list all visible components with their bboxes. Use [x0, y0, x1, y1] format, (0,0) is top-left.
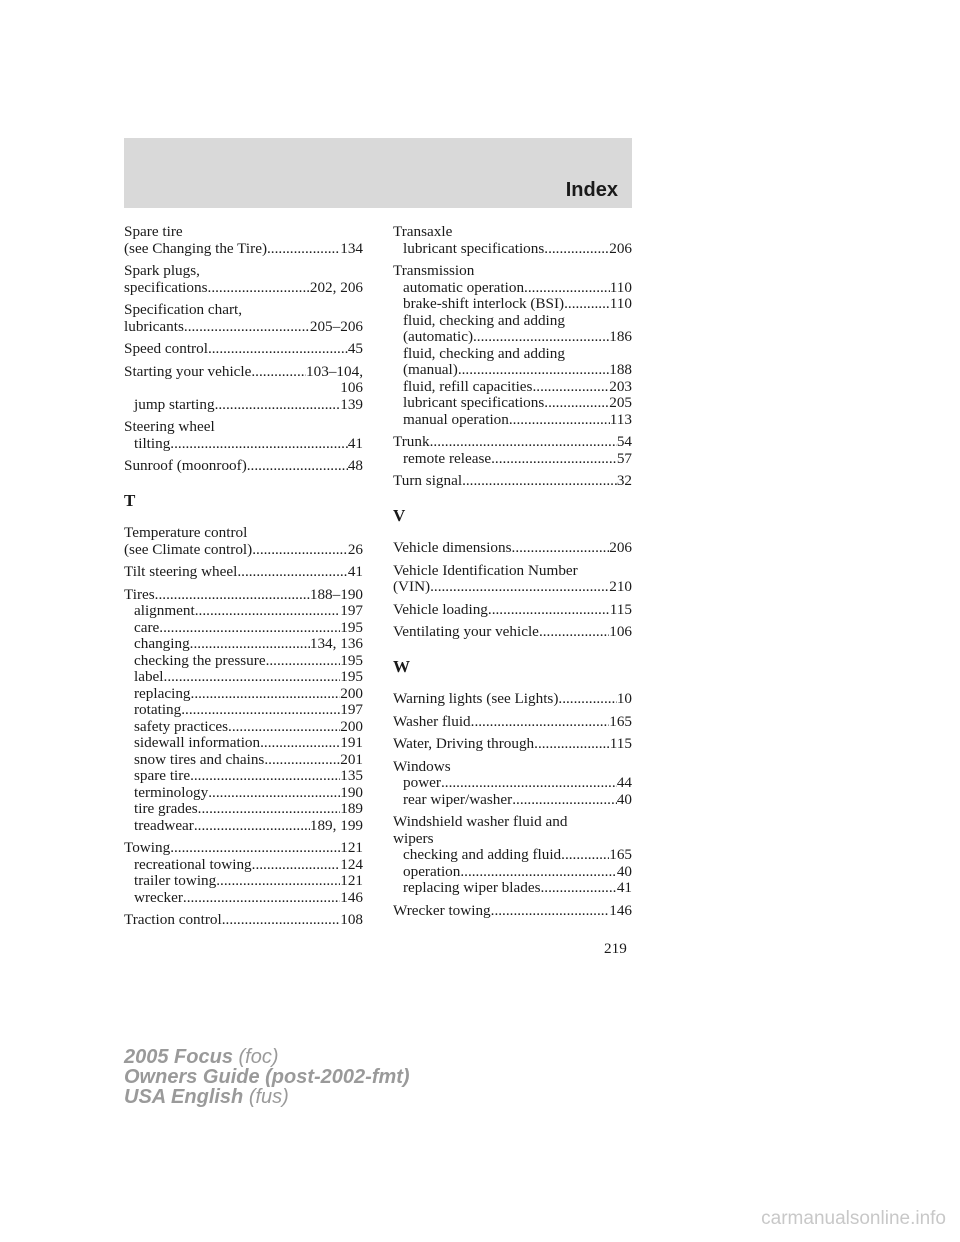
- index-term: wrecker: [134, 888, 183, 906]
- index-term: fluid, checking and adding: [403, 344, 565, 362]
- index-entry: [124, 263, 363, 296]
- index-term: checking and adding fluid: [403, 846, 562, 863]
- index-entry-line: [393, 814, 632, 831]
- index-term: Turn signal: [393, 472, 463, 489]
- page-reference: 189: [340, 800, 363, 817]
- dot-leader: [512, 792, 617, 809]
- index-term: Tilt steering wheel: [124, 563, 238, 580]
- dot-leader: [491, 451, 617, 468]
- index-term: Windshield washer fluid and: [393, 813, 568, 830]
- index-column-left: [124, 224, 363, 935]
- index-term: (automatic): [403, 328, 473, 345]
- page-reference: 110: [609, 295, 632, 312]
- index-entry: [124, 458, 363, 475]
- footer-model-code: (foc): [238, 1046, 279, 1068]
- index-term: terminology: [134, 783, 209, 801]
- page-reference: 124: [340, 855, 363, 873]
- index-entry-line: [124, 380, 363, 397]
- index-entry-line: [393, 473, 632, 490]
- index-term: fluid, refill capacities: [403, 377, 533, 395]
- page-reference: 206: [609, 239, 632, 257]
- index-subentry-line: [124, 768, 363, 785]
- index-entry-line: [124, 564, 363, 581]
- dot-leader: [509, 412, 610, 429]
- page-reference: 54: [616, 433, 632, 450]
- footer-guide: Owners Guide (post-2002-fmt): [124, 1066, 410, 1088]
- page-reference: 113: [609, 410, 632, 428]
- index-entry: [393, 903, 632, 920]
- page-reference: 41: [347, 434, 363, 452]
- index-subentry-line: [393, 451, 632, 468]
- page-reference: 195: [340, 651, 363, 669]
- dot-leader: [191, 686, 341, 703]
- index-term: Vehicle dimensions: [393, 539, 512, 556]
- page-reference: 188–190: [309, 585, 363, 603]
- index-term: Ventilating your vehicle: [393, 623, 539, 640]
- index-entry: [393, 691, 632, 708]
- index-term: jump starting: [134, 395, 215, 413]
- footer-model: 2005 Focus: [124, 1046, 233, 1068]
- index-term: Warning lights (see Lights): [393, 690, 559, 707]
- dot-leader: [260, 735, 340, 752]
- dot-leader: [222, 912, 340, 929]
- dot-leader: [488, 602, 610, 619]
- dot-leader: [208, 280, 310, 297]
- dot-leader: [558, 691, 616, 708]
- dot-leader: [194, 818, 310, 835]
- index-term: spare tire: [134, 767, 191, 784]
- page-reference: 45: [347, 340, 363, 357]
- index-term: snow tires and chains: [134, 750, 265, 768]
- page-reference: 201: [340, 750, 363, 768]
- index-term: power: [403, 774, 441, 791]
- dot-leader: [170, 436, 348, 453]
- index-term: tilting: [134, 434, 171, 452]
- page-reference: 106: [340, 379, 363, 396]
- index-letter-heading: T: [124, 490, 136, 510]
- index-term: Wrecker towing: [393, 901, 491, 919]
- dot-leader: [183, 890, 340, 907]
- dot-leader: [190, 636, 310, 653]
- index-term: rotating: [134, 701, 182, 718]
- index-term: label: [134, 668, 164, 685]
- page-reference: 186: [609, 328, 632, 345]
- page-reference: 195: [340, 618, 363, 636]
- dot-leader: [441, 775, 617, 792]
- watermark: carmanualsonline.info: [761, 1208, 946, 1229]
- dot-leader: [264, 752, 340, 769]
- index-term: replacing wiper blades: [403, 879, 541, 896]
- dot-leader: [164, 669, 341, 686]
- index-entry: [124, 587, 363, 835]
- index-term: trailer towing: [134, 872, 217, 889]
- index-entry: [124, 840, 363, 906]
- page-reference: 10: [616, 690, 632, 707]
- index-term: safety practices: [134, 717, 229, 735]
- dot-leader: [208, 785, 340, 802]
- index-subentry-line: [124, 719, 363, 736]
- page-reference: 40: [616, 862, 632, 880]
- index-subentry-line: [124, 890, 363, 907]
- index-term: Tires: [124, 585, 155, 603]
- index-term: manual operation: [403, 410, 509, 428]
- index-entry: [393, 540, 632, 557]
- page-reference: 32: [616, 472, 632, 489]
- dot-leader: [532, 379, 609, 396]
- index-subentry-line: [393, 864, 632, 881]
- page-number: 219: [604, 940, 627, 957]
- page-reference: 188: [609, 361, 632, 378]
- dot-leader: [458, 362, 609, 379]
- index-entry: [393, 602, 632, 619]
- index-entry-line: [124, 341, 363, 358]
- index-entry-line: [393, 540, 632, 557]
- index-term: Specification chart,: [124, 301, 243, 318]
- index-entry-line: [393, 434, 632, 451]
- dot-leader: [540, 880, 616, 897]
- page-reference: 200: [340, 684, 363, 702]
- index-term: Vehicle loading: [393, 600, 488, 618]
- index-term: Transmission: [393, 262, 475, 279]
- page-reference: 197: [340, 701, 363, 718]
- index-subentry-line: [124, 702, 363, 719]
- dot-leader: [159, 620, 340, 637]
- dot-leader: [267, 241, 340, 258]
- index-term: Temperature control: [124, 524, 248, 541]
- index-entry: [393, 263, 632, 428]
- index-entry-line: [124, 542, 363, 559]
- index-entry: [393, 473, 632, 490]
- index-term: replacing: [134, 684, 191, 702]
- index-term: specifications: [124, 278, 208, 296]
- index-subentry-line: [124, 603, 363, 620]
- index-subentry-line: [393, 329, 632, 346]
- page-reference: 210: [609, 578, 632, 595]
- page-title: Index: [565, 179, 618, 201]
- index-term: care: [134, 618, 160, 636]
- page-reference: 165: [609, 712, 632, 730]
- page-reference: 115: [609, 600, 632, 618]
- index-term: automatic operation: [403, 278, 525, 296]
- index-term: operation: [403, 862, 461, 880]
- document-footer: [124, 1047, 410, 1107]
- index-subentry-line: [124, 397, 363, 414]
- index-subentry-line: [124, 669, 363, 686]
- index-subentry-line: [124, 818, 363, 835]
- page-reference: 202, 206: [309, 278, 363, 296]
- index-entry-line: [124, 525, 363, 542]
- index-entry: [124, 302, 363, 335]
- page-reference: 191: [340, 734, 363, 751]
- index-entry-line: [393, 624, 632, 641]
- page-reference: 108: [340, 911, 363, 928]
- index-subentry-line: [124, 620, 363, 637]
- page-reference: 103–104,: [306, 362, 363, 380]
- index-entry-line: [393, 691, 632, 708]
- index-subentry-line: [124, 801, 363, 818]
- index-term: alignment: [134, 602, 195, 619]
- index-entry: [393, 434, 632, 467]
- index-entry-line: [124, 458, 363, 475]
- index-entry-line: [124, 319, 363, 336]
- index-entry: [393, 624, 632, 641]
- index-term: fluid, checking and adding: [403, 311, 565, 329]
- dot-leader: [247, 458, 348, 475]
- page-reference: 197: [340, 602, 363, 619]
- index-entry-line: [124, 302, 363, 319]
- dot-leader: [181, 702, 340, 719]
- index-subentry-line: [393, 792, 632, 809]
- index-entry-line: [124, 419, 363, 436]
- index-entry-line: [393, 714, 632, 731]
- index-subentry-line: [124, 653, 363, 670]
- page-reference: 106: [609, 623, 632, 640]
- index-letter-heading: W: [393, 656, 410, 676]
- dot-leader: [430, 434, 617, 451]
- page-reference: 121: [340, 839, 363, 856]
- index-entry-line: [393, 602, 632, 619]
- dot-leader: [473, 329, 609, 346]
- dot-leader: [155, 587, 310, 604]
- index-subentry-line: [124, 636, 363, 653]
- index-term: Spark plugs,: [124, 262, 200, 279]
- index-term: lubricant specifications: [403, 239, 545, 257]
- index-column-right: [393, 224, 632, 925]
- index-term: Transaxle: [393, 223, 453, 240]
- index-entry-line: [393, 263, 632, 280]
- dot-leader: [215, 397, 341, 414]
- page-reference: 165: [609, 846, 632, 863]
- index-term: Sunroof (moonroof): [124, 457, 247, 474]
- index-subentry-line: [393, 313, 632, 330]
- page-reference: 121: [340, 872, 363, 889]
- dot-leader: [252, 542, 348, 559]
- index-subentry-line: [124, 785, 363, 802]
- index-entry: [124, 564, 363, 581]
- index-entry: [124, 224, 363, 257]
- index-subentry-line: [124, 686, 363, 703]
- dot-leader: [170, 840, 340, 857]
- index-subentry-line: [393, 880, 632, 897]
- index-subentry-line: [393, 296, 632, 313]
- page-reference: 190: [340, 783, 363, 801]
- dot-leader: [237, 564, 347, 581]
- index-term: (see Changing the Tire): [124, 239, 267, 257]
- page-reference: 41: [616, 879, 632, 896]
- page-reference: 146: [609, 901, 632, 919]
- dot-leader: [460, 864, 616, 881]
- index-term: Vehicle Identification Number: [393, 561, 578, 579]
- index-subentry-line: [393, 241, 632, 258]
- index-subentry-line: [124, 436, 363, 453]
- dot-leader: [195, 603, 340, 620]
- index-term: (manual): [403, 361, 458, 378]
- page-reference: 41: [347, 563, 363, 580]
- index-entry: [124, 525, 363, 558]
- dot-leader: [544, 395, 609, 412]
- index-entry: [124, 341, 363, 358]
- index-term: (VIN): [393, 578, 431, 595]
- index-entry-line: [124, 280, 363, 297]
- index-entry-line: [124, 912, 363, 929]
- index-entry-line: [124, 364, 363, 381]
- index-entry: [393, 759, 632, 809]
- index-term: Traction control: [124, 911, 222, 928]
- index-entry: [393, 563, 632, 596]
- index-term: Steering wheel: [124, 418, 215, 435]
- index-subentry-line: [393, 775, 632, 792]
- index-term: (see Climate control): [124, 540, 253, 558]
- index-term: tire grades: [134, 800, 198, 817]
- page-reference: 195: [340, 668, 363, 685]
- index-term: Speed control: [124, 340, 208, 357]
- dot-leader: [512, 540, 610, 557]
- index-subentry-line: [124, 752, 363, 769]
- index-entry: [393, 736, 632, 753]
- index-entry-line: [124, 263, 363, 280]
- page-reference: 205: [609, 394, 632, 411]
- footer-language: USA English: [124, 1086, 244, 1108]
- index-subentry-line: [124, 873, 363, 890]
- index-term: lubricants: [124, 317, 184, 335]
- index-term: checking the pressure: [134, 651, 266, 669]
- index-term: Towing: [124, 839, 171, 856]
- dot-leader: [198, 801, 341, 818]
- index-term: Spare tire: [124, 223, 183, 240]
- index-entry-line: [393, 224, 632, 241]
- index-entry-line: [124, 840, 363, 857]
- dot-leader: [266, 653, 341, 670]
- dot-leader: [251, 364, 306, 381]
- index-letter-heading: V: [393, 505, 406, 525]
- index-entry-line: [124, 224, 363, 241]
- page-reference: 205–206: [309, 317, 363, 335]
- index-entry: [393, 814, 632, 897]
- page-reference: 48: [347, 457, 363, 474]
- index-term: Trunk: [393, 433, 430, 450]
- index-term: sidewall information: [134, 734, 261, 751]
- page-reference: 57: [616, 449, 632, 467]
- dot-leader: [252, 857, 341, 874]
- page-reference: 134: [340, 239, 363, 257]
- dot-leader: [564, 296, 610, 313]
- page-reference: 26: [347, 540, 363, 558]
- dot-leader: [539, 624, 609, 641]
- index-subentry-line: [393, 379, 632, 396]
- index-entry-line: [393, 903, 632, 920]
- index-entry-line: [124, 241, 363, 258]
- index-subentry-line: [393, 395, 632, 412]
- index-entry-line: [393, 831, 632, 848]
- index-entry: [124, 912, 363, 929]
- index-term: Starting your vehicle: [124, 362, 252, 380]
- dot-leader: [430, 579, 609, 596]
- page-reference: 146: [340, 888, 363, 906]
- index-entry-line: [393, 736, 632, 753]
- dot-leader: [216, 873, 340, 890]
- index-term: brake-shift interlock (BSI): [403, 295, 565, 312]
- page-reference: 44: [616, 774, 632, 791]
- index-subentry-line: [124, 735, 363, 752]
- page-reference: 110: [609, 278, 632, 296]
- index-term: wipers: [393, 829, 434, 847]
- dot-leader: [544, 241, 609, 258]
- dot-leader: [471, 714, 610, 731]
- index-term: lubricant specifications: [403, 394, 545, 411]
- header-band: [124, 138, 632, 208]
- index-entry-line: [393, 759, 632, 776]
- index-entry: [393, 714, 632, 731]
- page-reference: 115: [609, 735, 632, 752]
- page-reference: 139: [340, 395, 363, 413]
- index-subentry-line: [393, 847, 632, 864]
- dot-leader: [534, 736, 610, 753]
- dot-leader: [561, 847, 609, 864]
- page-reference: 189, 199: [309, 816, 363, 834]
- index-term: treadwear: [134, 816, 194, 834]
- index-subentry-line: [393, 346, 632, 363]
- index-term: recreational towing: [134, 855, 252, 873]
- index-term: rear wiper/washer: [403, 790, 513, 808]
- index-term: Windows: [393, 757, 451, 775]
- index-entry: [393, 224, 632, 257]
- page-reference: 135: [340, 767, 363, 784]
- index-entry-line: [393, 579, 632, 596]
- index-term: Washer fluid: [393, 712, 471, 730]
- index-subentry-line: [124, 857, 363, 874]
- index-entry: [124, 419, 363, 452]
- index-subentry-line: [393, 362, 632, 379]
- dot-leader: [228, 719, 340, 736]
- dot-leader: [491, 903, 610, 920]
- index-entry-line: [393, 563, 632, 580]
- page-reference: 134, 136: [309, 635, 363, 652]
- page-reference: 200: [340, 717, 363, 735]
- page-reference: 206: [609, 539, 632, 556]
- dot-leader: [184, 319, 310, 336]
- index-subentry-line: [393, 280, 632, 297]
- dot-leader: [524, 280, 610, 297]
- index-term: remote release: [403, 449, 492, 467]
- page-reference: 203: [609, 377, 632, 395]
- dot-leader: [190, 768, 340, 785]
- page-reference: 40: [616, 790, 632, 808]
- index-term: Water, Driving through: [393, 735, 535, 752]
- index-entry: [124, 364, 363, 414]
- dot-leader: [462, 473, 617, 490]
- footer-language-code: (fus): [248, 1086, 289, 1108]
- index-term: changing: [134, 635, 190, 652]
- index-entry-line: [124, 587, 363, 604]
- index-subentry-line: [393, 412, 632, 429]
- dot-leader: [208, 341, 348, 358]
